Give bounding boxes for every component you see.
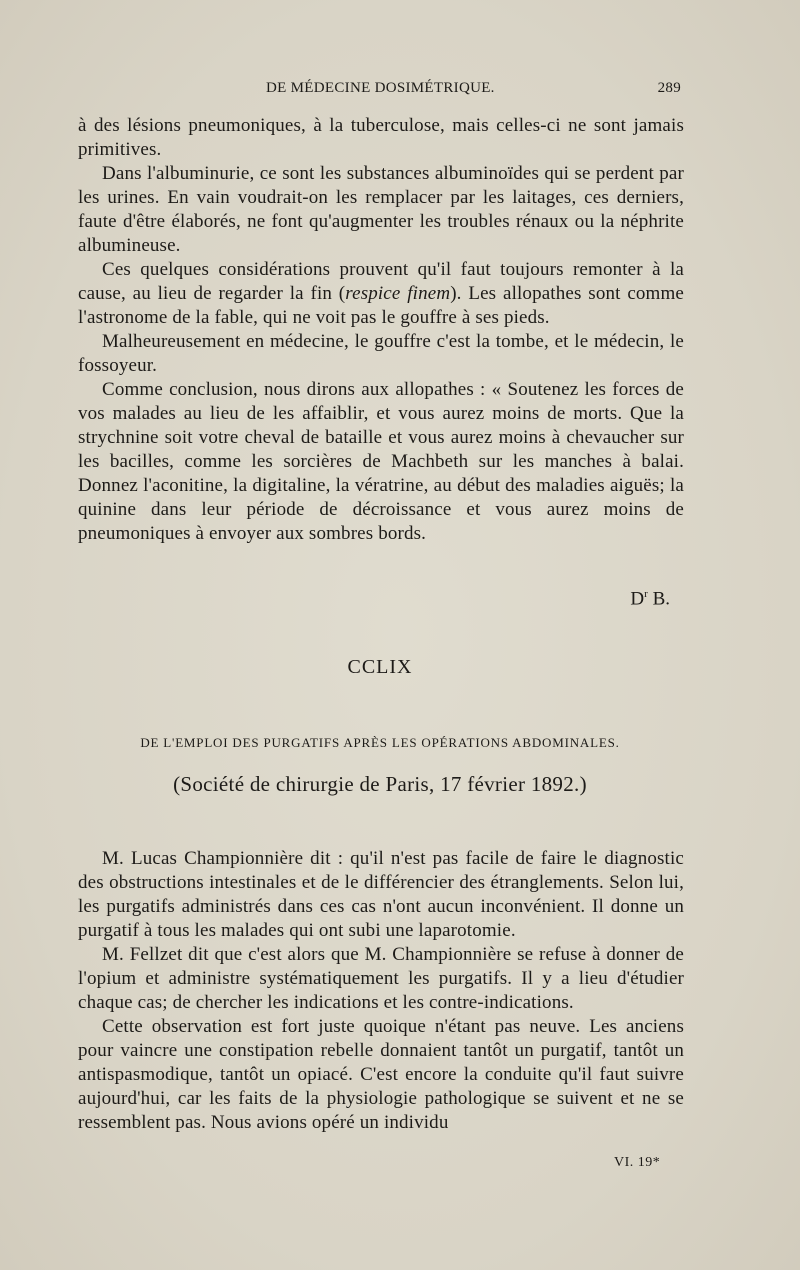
- paragraph: à des lésions pneumoniques, à la tuberculose, mais celles-ci ne sont jamais primitives.: [78, 115, 684, 160]
- paragraph: M. Lucas Championnière dit : qu'il n'est pas facile de faire le diagnostic des obstructions intestinales et de le différencier des étranglements. Selon lui, les purgatifs administrés dans ces cas n'ont aucun inconvénient. Il donne un purgatif à tous les malades qui ont subi une laparotomie.: [78, 848, 684, 941]
- signature-prefix: D: [630, 588, 645, 610]
- paragraph-text: ). Les allopathes sont comme l'astronome de la fable, qui ne voit pas le gouffre à ses pieds.: [78, 283, 684, 328]
- paragraph: Malheureusement en médecine, le gouffre c'est la tombe, et le médecin, le fossoyeur.: [78, 331, 684, 376]
- section-number: CCLIX: [347, 656, 413, 678]
- section-source: (Société de chirurgie de Paris, 17 février 1892.): [173, 772, 587, 796]
- section-title: DE L'EMPLOI DES PURGATIFS APRÈS LES OPÉRATIONS ABDOMINALES.: [140, 735, 620, 750]
- running-head: [78, 80, 683, 100]
- page-number: 289: [657, 80, 681, 96]
- running-title: DE MÉDECINE DOSIMÉTRIQUE.: [266, 80, 495, 96]
- signature-superscript: r: [644, 588, 648, 600]
- paragraph: Comme conclusion, nous dirons aux allopathes : « Soutenez les forces de vos malades au lieu de les affaiblir, et vous aurez moins de morts. Que la strychnine soit votre cheval de bataille et vous aurez moins à chevaucher sur les bacilles, comme les sorcières de Machbeth sur les manches à balai. Donnez l'aconitine, la digitaline, la vératrine, au début des maladies aiguës; la quinine dans leur période de décroissance et vous aurez moins de pneumoniques à envoyer aux sombres bords.: [78, 379, 684, 544]
- paragraph: [78, 258, 684, 330]
- paragraph: Dans l'albuminurie, ce sont les substances albuminoïdes qui se perdent par les urines. En vain voudrait-on les remplacer par les laitages, ces derniers, faute d'être élaborés, ne font qu'augmenter les troubles rénaux ou la néphrite albumineuse.: [78, 163, 684, 256]
- paragraph-text: Ces quelques considérations prouvent qu'il faut toujours remonter à la cause, au lieu de regarder la fin (: [78, 259, 684, 304]
- author-signature: [630, 588, 670, 610]
- latin-phrase: respice finem: [345, 283, 451, 304]
- paragraph: Cette observation est fort juste quoique n'étant pas neuve. Les anciens pour vaincre une constipation rebelle donnaient tantôt un purgatif, tantôt un antispasmodique, tantôt un opiacé. C'est encore la conduite qu'il faut suivre aujourd'hui, car les faits de la physiologie pathologique se suivent et ne se ressemblent pas. Nous avions opéré un individu: [78, 1016, 684, 1133]
- paragraph: M. Fellzet dit que c'est alors que M. Championnière se refuse à donner de l'opium et administre systématiquement les purgatifs. Il y a lieu d'étudier chaque cas; de chercher les indications et les contre-indications.: [78, 944, 684, 1013]
- signature-mark: VI. 19*: [614, 1155, 661, 1170]
- signature-name: B.: [647, 588, 670, 610]
- body-text-part-1: [78, 114, 684, 546]
- body-text-part-2: [78, 847, 684, 1135]
